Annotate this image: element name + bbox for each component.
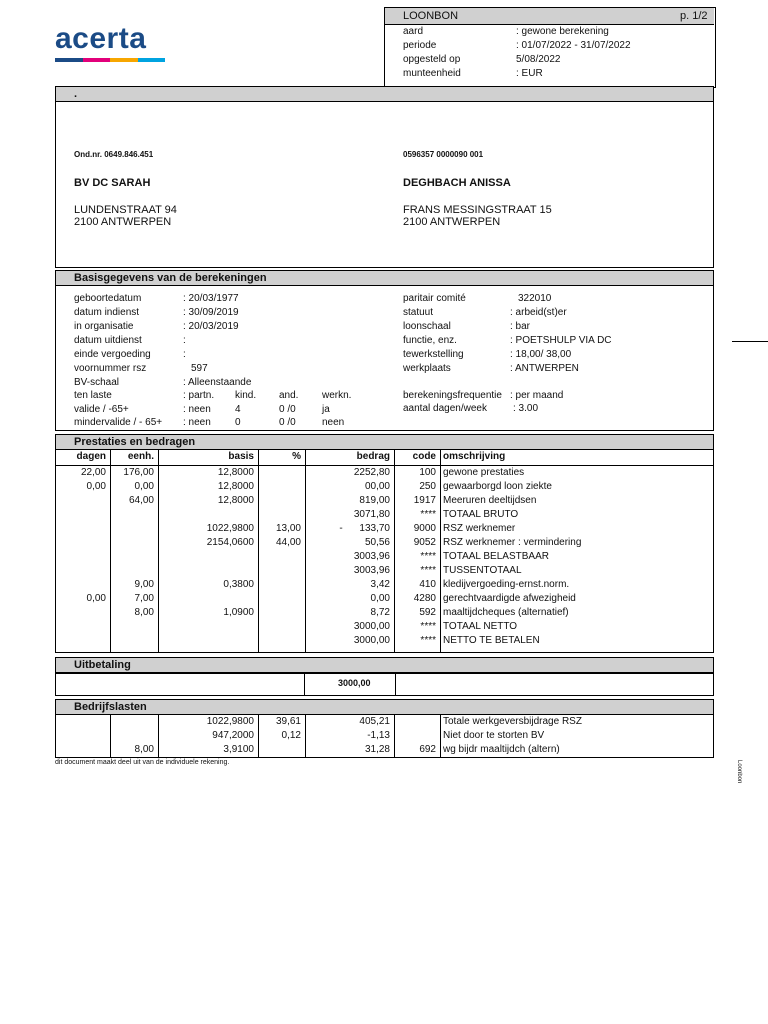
table-cell: 8,00 [134, 744, 154, 755]
table-cell: 9,00 [134, 579, 154, 590]
table-cell: 0,3800 [223, 579, 254, 590]
table-cell: TOTAAL NETTO [443, 621, 518, 632]
uitbetaling-section-header: Uitbetaling [55, 657, 714, 673]
table-cell: TOTAAL BELASTBAAR [443, 551, 549, 562]
table-cell: wg bijdr maaltijdch (altern) [443, 744, 560, 755]
table-cell: RSZ werknemer [443, 523, 516, 534]
column-line [158, 714, 159, 758]
table-cell: TUSSENTOTAAL [443, 565, 522, 576]
table-cell: 0,00 [86, 593, 106, 604]
column-header: basis [228, 451, 254, 462]
table-cell: 8,00 [134, 607, 154, 618]
table-cell: 12,8000 [217, 481, 254, 492]
table-cell: **** [420, 621, 436, 632]
basis-left-value: : 20/03/2019 [183, 321, 239, 332]
header-label: periode [403, 40, 437, 51]
column-header: omschrijving [443, 451, 506, 462]
header-value: : gewone berekening [516, 26, 609, 37]
frequency-value: : per maand [510, 390, 564, 401]
basis-right-value: : bar [510, 321, 531, 332]
table-cell: RSZ werknemer : vermindering [443, 537, 582, 548]
table-cell: Totale werkgeversbijdrage RSZ [443, 716, 582, 727]
ten-laste-c1: : partn. [183, 390, 215, 401]
column-line [440, 714, 441, 758]
column-line [305, 449, 306, 653]
address-frame [55, 101, 714, 268]
basis-right-value: : ANTWERPEN [510, 363, 579, 374]
table-cell: 7,00 [134, 593, 154, 604]
table-cell: 00,00 [364, 481, 390, 492]
table-cell: 405,21 [359, 716, 390, 727]
address-bar: . [55, 86, 714, 102]
ten-laste-c2: kind. [235, 390, 257, 401]
table-cell: 819,00 [359, 495, 390, 506]
basis-right-label: functie, enz. [403, 335, 457, 346]
table-cell: 22,00 [80, 467, 106, 478]
column-line [110, 449, 111, 653]
basis-frame [55, 285, 714, 431]
valide-c1: : neen [183, 404, 211, 415]
basis-left-value: 597 [191, 363, 208, 374]
company-number: Ond.nr. 0649.846.451 [74, 150, 154, 159]
table-cell: **** [420, 565, 436, 576]
side-label: Loonbon [736, 760, 742, 784]
table-cell: 31,28 [364, 744, 390, 755]
mindervalide-c1: : neen [183, 417, 211, 428]
table-cell: 592 [419, 607, 436, 618]
header-value: 5/08/2022 [516, 54, 561, 65]
table-cell: 44,00 [275, 537, 301, 548]
employee-name: DEGHBACH ANISSA [403, 177, 511, 189]
ten-laste-c4: werkn. [322, 390, 352, 401]
header-label: aard [403, 26, 424, 37]
table-cell: 0,00 [134, 481, 154, 492]
fold-mark [732, 341, 768, 342]
table-cell: 9052 [413, 537, 436, 548]
table-cell: 947,2000 [212, 730, 254, 741]
mindervalide-c4: neen [322, 417, 345, 428]
column-line [440, 449, 441, 653]
employee-number: 0596357 0000090 001 [403, 150, 484, 159]
employer-name: BV DC SARAH [74, 177, 151, 189]
basis-left-value: : 30/09/2019 [183, 307, 239, 318]
basis-left-label: geboortedatum [74, 293, 142, 304]
logo-color-bar [55, 58, 165, 62]
acerta-logo: acerta [55, 22, 147, 55]
header-value: : EUR [516, 68, 543, 79]
table-cell: 1022,9800 [206, 523, 254, 534]
prestaties-section-header: Prestaties en bedragen [55, 434, 714, 450]
column-line [258, 449, 259, 653]
table-cell: 692 [419, 744, 436, 755]
column-header: % [292, 451, 301, 462]
uitbetaling-amount: 3000,00 [338, 678, 371, 688]
employer-city: 2100 ANTWERPEN [74, 216, 172, 228]
table-cell: gewaarborgd loon ziekte [443, 481, 552, 492]
basis-left-label: datum uitdienst [74, 335, 142, 346]
footer-note: dit document maakt deel uit van de individuele rekening. [55, 759, 230, 766]
table-cell: **** [420, 635, 436, 646]
basis-left-label: datum indienst [74, 307, 140, 318]
table-cell: 100 [419, 467, 436, 478]
basis-right-value: : arbeid(st)er [510, 307, 567, 318]
basis-right-label: tewerkstelling [403, 349, 464, 360]
page-number: p. 1/2 [680, 10, 708, 22]
column-header: bedrag [356, 451, 390, 462]
frequency-label: berekeningsfrequentie [403, 390, 502, 401]
column-header: dagen [76, 451, 106, 462]
column-header: code [412, 451, 436, 462]
bedrijfslasten-section-header: Bedrijfslasten [55, 699, 714, 715]
table-cell: 12,8000 [217, 467, 254, 478]
employer-street: LUNDENSTRAAT 94 [74, 204, 177, 216]
table-cell: - 133,70 [339, 523, 390, 534]
column-line [110, 714, 111, 758]
header-label: opgesteld op [403, 54, 461, 65]
uitbetaling-divider-right [395, 673, 396, 696]
basis-left-label: in organisatie [74, 321, 134, 332]
table-cell: 3003,96 [353, 551, 390, 562]
uitbetaling-frame [55, 673, 714, 696]
basis-left-value: : 20/03/1977 [183, 293, 239, 304]
table-cell: 3071,80 [353, 509, 390, 520]
table-cell: 1917 [413, 495, 436, 506]
employee-city: 2100 ANTWERPEN [403, 216, 501, 228]
table-cell: 3000,00 [353, 635, 390, 646]
employee-street: FRANS MESSINGSTRAAT 15 [403, 204, 552, 216]
table-cell: 39,61 [275, 716, 301, 727]
table-cell: 8,72 [370, 607, 390, 618]
table-cell: 250 [419, 481, 436, 492]
column-line [394, 714, 395, 758]
uitbetaling-divider-left [304, 673, 305, 696]
valide-c2: 4 [235, 404, 241, 415]
table-cell: 4280 [413, 593, 436, 604]
table-cell: 64,00 [128, 495, 154, 506]
mindervalide-label: mindervalide / - 65+ [74, 417, 163, 428]
ten-laste-c3: and. [279, 390, 299, 401]
table-cell: gewone prestaties [443, 467, 525, 478]
mindervalide-c2: 0 [235, 417, 241, 428]
table-cell: gerechtvaardigde afwezigheid [443, 593, 576, 604]
basis-right-label: werkplaats [403, 363, 451, 374]
table-cell: TOTAAL BRUTO [443, 509, 519, 520]
prestaties-header-divider [55, 465, 714, 466]
table-cell: Niet door te storten BV [443, 730, 545, 741]
column-line [258, 714, 259, 758]
table-cell: 50,56 [364, 537, 390, 548]
basis-left-label: voornummer rsz [74, 363, 147, 374]
basis-right-label: loonschaal [403, 321, 451, 332]
table-cell: maaltijdcheques (alternatief) [443, 607, 569, 618]
table-cell: 3003,96 [353, 565, 390, 576]
table-cell: Meeruren deeltijdsen [443, 495, 537, 506]
ten-laste-label: ten laste [74, 390, 112, 401]
table-cell: -1,13 [367, 730, 390, 741]
basis-section-header: Basisgegevens van de berekeningen [55, 270, 714, 286]
table-cell: 1022,9800 [206, 716, 254, 727]
days-per-week-label: aantal dagen/week [403, 403, 487, 414]
valide-c3: 0 /0 [279, 404, 296, 415]
table-cell: **** [420, 551, 436, 562]
table-cell: 1,0900 [223, 607, 254, 618]
days-per-week-value: : 3.00 [513, 403, 539, 414]
column-line [158, 449, 159, 653]
valide-label: valide / -65+ [74, 404, 129, 415]
basis-right-value: : POETSHULP VIA DC [510, 335, 612, 346]
basis-left-label: BV-schaal [74, 377, 120, 388]
basis-left-value: : [183, 349, 186, 360]
table-cell: 12,8000 [217, 495, 254, 506]
table-cell: NETTO TE BETALEN [443, 635, 540, 646]
table-cell: 2154,0600 [206, 537, 254, 548]
header-value: : 01/07/2022 - 31/07/2022 [516, 40, 631, 51]
basis-left-value: : [183, 335, 186, 346]
header-label: munteenheid [403, 68, 461, 79]
table-cell: 3,42 [370, 579, 390, 590]
column-line [305, 714, 306, 758]
table-cell: 3000,00 [353, 621, 390, 632]
basis-right-value: 322010 [518, 293, 552, 304]
table-cell: 13,00 [275, 523, 301, 534]
table-cell: 176,00 [123, 467, 154, 478]
basis-right-label: paritair comité [403, 293, 466, 304]
table-cell: **** [420, 509, 436, 520]
table-cell: 0,00 [370, 593, 390, 604]
document-title: LOONBON [403, 10, 459, 22]
basis-left-value: : Alleenstaande [183, 377, 252, 388]
column-header: eenh. [127, 451, 154, 462]
basis-right-label: statuut [403, 307, 434, 318]
table-cell: 410 [419, 579, 436, 590]
table-cell: 3,9100 [223, 744, 254, 755]
table-cell: 9000 [413, 523, 436, 534]
table-cell: kledijvergoeding-ernst.norm. [443, 579, 570, 590]
mindervalide-c3: 0 /0 [279, 417, 296, 428]
table-cell: 2252,80 [353, 467, 390, 478]
table-cell: 0,12 [281, 730, 301, 741]
basis-left-label: einde vergoeding [74, 349, 151, 360]
column-line [394, 449, 395, 653]
valide-c4: ja [322, 404, 330, 415]
basis-right-value: : 18,00/ 38,00 [510, 349, 572, 360]
table-cell: 0,00 [86, 481, 106, 492]
